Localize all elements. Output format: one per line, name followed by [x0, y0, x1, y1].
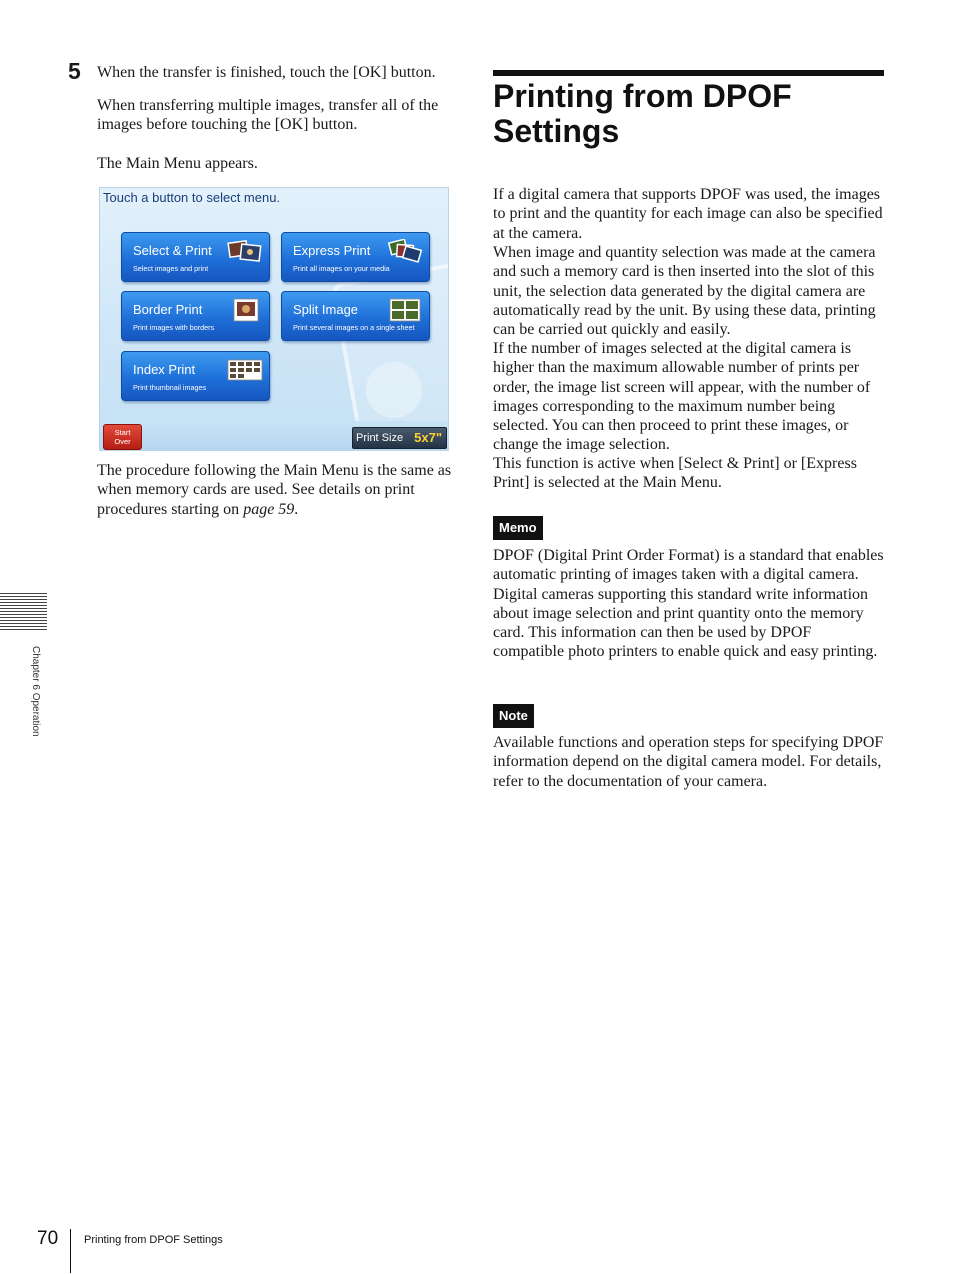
section-title: Printing from DPOF Settings — [493, 78, 792, 149]
thumbnail-sheet-icon — [227, 358, 263, 384]
chapter-label: Chapter 6 Operation — [30, 646, 41, 737]
print-size-button[interactable] — [352, 427, 447, 449]
selection-paragraph: When image and quantity selection was made at the camera and such a memory card is then inserted into the slot of this unit, the selection data generated by the digital camera are automatically read by the unit. By using these data, printing can be carried out quickly and easily. — [493, 244, 876, 339]
split-image-title: Split Image — [293, 302, 359, 317]
select-print-subtitle: Select images and print — [133, 264, 209, 273]
select-print-button[interactable] — [121, 232, 270, 282]
intro-paragraph: If a digital camera that supports DPOF was used, the images to print and the quantity for each image can also be specified at the camera. — [493, 186, 883, 242]
index-print-subtitle: Print thumbnail images — [133, 383, 207, 392]
step-detail: When transferring multiple images, transfer all of the images before touching the [OK] button. — [97, 97, 439, 134]
page-number: 70 — [37, 1228, 59, 1249]
bordered-photo-icon — [227, 298, 263, 324]
running-title: Printing from DPOF Settings — [84, 1234, 223, 1246]
split-image-button[interactable] — [281, 291, 430, 341]
express-print-subtitle: Print all images on your media — [293, 264, 390, 273]
main-menu-screenshot — [99, 187, 449, 451]
start-over-label-line1: Start — [114, 428, 131, 437]
memo-text: DPOF (Digital Print Order Format) is a standard that enables automatic printing of images taken with a digital camera. Digital cameras supporting this standard write information about image selection and print quantity onto the memory card. This information can then be used by DPOF compatible photo printers to enable quick and easy printing. — [493, 547, 884, 661]
limit-paragraph: If the number of images selected at the digital camera is higher than the maximum allowable number of prints per order, the image list screen will appear, with the number of images corresponding to the maximum number being selected. You can then proceed to print these images, or change the image selection. — [493, 340, 871, 454]
step-number: 5 — [68, 58, 81, 84]
index-print-title: Index Print — [133, 362, 196, 377]
select-print-title: Select & Print — [133, 243, 212, 258]
background-circle — [366, 362, 422, 418]
procedure-paragraph — [97, 461, 462, 519]
chapter-tab-marker — [0, 593, 47, 633]
express-print-title: Express Print — [293, 243, 371, 258]
start-over-label-line2: Over — [114, 437, 131, 446]
start-over-button[interactable] — [103, 424, 142, 450]
border-print-title: Border Print — [133, 302, 203, 317]
page-reference-link[interactable]: page 59 — [243, 500, 295, 518]
index-print-button[interactable] — [121, 351, 270, 401]
footer-divider — [70, 1229, 71, 1273]
step-instruction: When the transfer is finished, touch the [OK] button. — [97, 64, 436, 81]
split-grid-icon — [387, 298, 423, 324]
border-print-button[interactable] — [121, 291, 270, 341]
memo-label: Memo — [493, 516, 543, 540]
border-print-subtitle: Print images with borders — [133, 323, 215, 332]
print-size-value: 5x7" — [414, 430, 442, 445]
express-print-button[interactable] — [281, 232, 430, 282]
procedure-text: The procedure following the Main Menu is the same as when memory cards are used. See details on print procedures starting on — [97, 462, 452, 518]
print-size-label: Print Size — [356, 432, 404, 444]
step-result: The Main Menu appears. — [97, 155, 258, 172]
section-rule — [493, 70, 884, 76]
menu-prompt: Touch a button to select menu. — [103, 190, 281, 205]
split-image-subtitle: Print several images on a single sheet — [293, 323, 415, 332]
note-text: Available functions and operation steps for specifying DPOF information depend on the digital camera model. For details, refer to the documentation of your camera. — [493, 734, 884, 790]
photos-icon — [227, 239, 263, 265]
active-paragraph: This function is active when [Select & Print] or [Express Print] is selected at the Main Menu. — [493, 455, 857, 492]
note-label: Note — [493, 704, 534, 728]
procedure-end: . — [294, 500, 299, 518]
photo-stack-icon — [387, 239, 423, 265]
